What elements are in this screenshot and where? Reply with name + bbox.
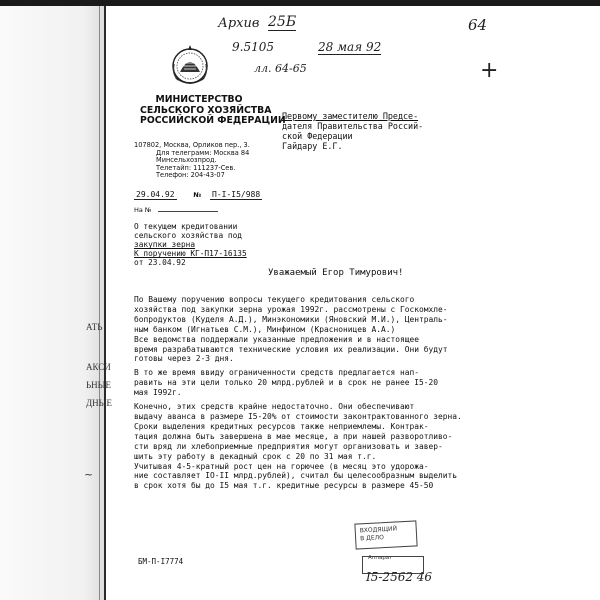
sheets-annotation: лл. 64-65 xyxy=(254,62,307,75)
addressee-line: ской Федерации xyxy=(282,131,353,141)
archive-annotation: Архив xyxy=(218,16,260,31)
margin-fragment: ЬНЫЕ xyxy=(86,380,112,390)
body-line: В то же время ввиду ограниченности средств предлагается нап- xyxy=(134,368,420,378)
body-line: Учитывая 4-5-кратный рост цен на горючее (в месяц это удорожа- xyxy=(134,461,429,471)
ministry-address xyxy=(134,142,250,180)
incoming-stamp xyxy=(354,520,417,549)
scan-top-border xyxy=(0,0,600,6)
body-line: сти вряд ли хлебоприемные предприятия могут организовать и завер- xyxy=(134,441,443,451)
body-line: Все ведомства поддержали указанные предложения и в настоящее xyxy=(134,334,420,344)
page-edge-line xyxy=(104,0,106,600)
body-line: в срок хотя бы до I5 мая т.г. кредитные ресурсы в размере 45-50 xyxy=(134,481,434,491)
body-line: мая I992г. xyxy=(134,388,182,398)
body-line: равить на эти цели только 20 млрд.рублей и в срок не ранее I5-20 xyxy=(134,378,439,388)
body-line: готовы через 2-3 дня. xyxy=(134,354,234,364)
margin-scribble: ~ xyxy=(84,468,94,481)
subject-line: закупки зерна xyxy=(134,240,196,250)
margin-fragment: АКСИ xyxy=(86,362,111,372)
letter-greeting: Уважаемый Егор Тимурович! xyxy=(268,268,404,278)
letter-body xyxy=(134,295,462,491)
body-line: По Вашему поручению вопросы текущего кредитования сельского xyxy=(134,295,415,304)
stamp-line: ВХОДЯЩИЙ xyxy=(359,525,398,535)
body-line: бопродуктов (Куделя А.Д.), Минэкономики (Яновский М.И.), Централь- xyxy=(134,314,448,324)
reference-line xyxy=(134,206,218,214)
reference-blank xyxy=(158,211,218,212)
body-line: Конечно, этих средств крайне недостаточно. Они обеспечивают xyxy=(134,402,415,412)
archive-code-annotation: 25Б xyxy=(268,14,297,30)
subject-line: от 23.04.92 xyxy=(134,258,186,268)
address-line: Минсельхозпрод. xyxy=(156,156,217,165)
registration-number: I5-2562 46 xyxy=(366,570,433,584)
state-emblem-icon xyxy=(168,42,212,90)
subject-line: К поручению КГ-П17-16135 xyxy=(134,249,247,259)
subject-line: О текущем кредитовании xyxy=(134,222,238,231)
addressee-line: дателя Правительства Россий- xyxy=(282,121,424,131)
subject-block xyxy=(134,222,247,267)
footer-code: БМ-П-I7774 xyxy=(138,557,184,566)
file-number-annotation: 9.5105 xyxy=(232,40,274,54)
ministry-line: МИНИСТЕРСТВО xyxy=(155,94,243,105)
document-number: П-I-I5/988 xyxy=(212,190,261,199)
addressee-line: Первому заместителю Предсе- xyxy=(282,111,419,121)
ministry-line: РОССИЙСКОЙ ФЕДЕРАЦИИ xyxy=(140,115,286,126)
reference-label: На № xyxy=(134,206,152,214)
body-line: выдачу аванса в размере I5-20% от стоимости законтрактованного зерна. xyxy=(134,411,462,421)
corner-mark: + xyxy=(480,58,499,83)
body-line: тация должна быть завершена в мае месяце, а при нашей разворотливо- xyxy=(134,431,453,441)
body-line: ние составляет IO-II млрд.рублей), считал бы целесообразным выделить xyxy=(134,471,458,481)
body-line: Сроки выделения кредитных ресурсов также неприемлемы. Контрак- xyxy=(134,421,429,431)
address-line: Для телеграмм: Москва 84 xyxy=(156,148,250,157)
previous-page-edge xyxy=(0,0,105,600)
ministry-name xyxy=(140,94,286,127)
body-line: ным банком (Игнатьев С.М.), Минфином (Красноницев А.А.) xyxy=(134,324,396,334)
body-line: шить эту работу в декадный срок с 20 по 31 мая т.г. xyxy=(134,451,377,461)
handwritten-date-annotation: 28 мая 92 xyxy=(318,40,382,54)
body-line: хозяйства под закупки зерна урожая 1992г. рассмотрены с Госкомхле- xyxy=(134,304,448,314)
stamp-line: В ДЕЛО xyxy=(359,534,385,543)
registration-stamp xyxy=(350,555,433,592)
address-line: Телетайп: 111237-Сев. xyxy=(156,163,236,172)
margin-fragment: АТЬ xyxy=(86,322,103,332)
margin-fragment: ДНЫЕ xyxy=(86,398,112,408)
address-line: 107802, Москва, Орликов пер., 3. xyxy=(134,141,250,149)
address-line: Телефон: 204-43-07 xyxy=(156,171,225,180)
ministry-line: СЕЛЬСКОГО ХОЗЯЙСТВА xyxy=(140,104,272,116)
page-number-annotation: 64 xyxy=(468,16,488,34)
body-line: время разрабатываются технические условия их реализации. Они будут xyxy=(134,344,448,354)
document-date: 29.04.92 xyxy=(136,190,175,199)
addressee-block xyxy=(282,111,423,151)
registration-stamp-label: Аппарат xyxy=(368,555,393,561)
addressee-line: Гайдару Е.Г. xyxy=(282,141,343,151)
document-date-number xyxy=(134,190,262,200)
number-label: № xyxy=(193,191,202,199)
subject-line: сельского хозяйства под xyxy=(134,231,242,241)
page-fold-shadow xyxy=(99,0,100,600)
